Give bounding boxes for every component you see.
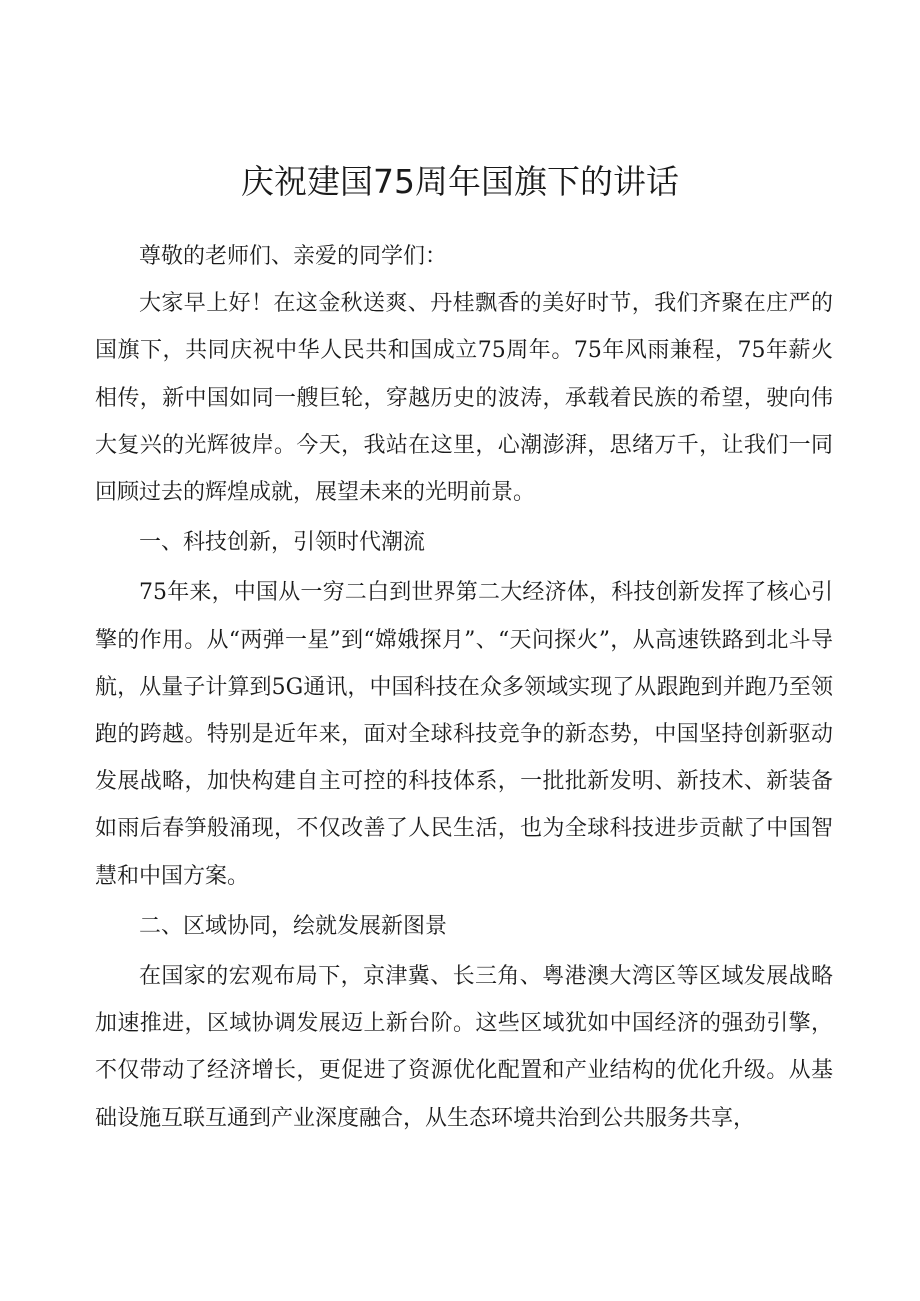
section-heading-1: 一、科技创新，引领时代潮流 bbox=[139, 530, 426, 556]
section-heading-2: 二、区域协同，绘就发展新图景 bbox=[139, 913, 448, 939]
document-body bbox=[95, 233, 833, 1142]
paragraph-intro: 大家早上好！在这金秋送爽、丹桂飘香的美好时节，我们齐聚在庄严的国旗下，共同庆祝中华人民共和国成立75周年。75年风雨兼程，75年薪火相传，新中国如同一艘巨轮，穿越历史的波涛，承载着民族的希望，驶向伟大复兴的光辉彼岸。今天，我站在这里，心潮澎湃，思绪万千，让我们一同回顾过去的辉煌成就，展望未来的光明前景。 bbox=[95, 291, 833, 506]
section-text-2: 在国家的宏观布局下，京津冀、长三角、粤港澳大湾区等区域发展战略加速推进，区域协调发展迈上新台阶。这些区域犹如中国经济的强劲引擎，不仅带动了经济增长，更促进了资源优化配置和产业结构的优化升级。从基础设施互联互通到产业深度融合，从生态环境共治到公共服务共享， bbox=[95, 964, 833, 1131]
salutation: 尊敬的老师们、亲爱的同学们： bbox=[139, 244, 448, 269]
document-title: 庆祝建国75周年国旗下的讲话 bbox=[241, 162, 679, 201]
section-text-1: 75年来，中国从一穷二白到世界第二大经济体，科技创新发挥了核心引擎的作用。从“两弹一星”到“嫦娥探月”、“天问探火”，从高速铁路到北斗导航，从量子计算到5G通讯，中国科技在众多领域实现了从跟跑到并跑乃至领跑的跨越。特别是近年来，面对全球科技竞争的新态势，中国坚持创新驱动发展战略，加快构建自主可控的科技体系，一批批新发明、新技术、新装备如雨后春笋般涌现，不仅改善了人民生活，也为全球科技进步贡献了中国智慧和中国方案。 bbox=[95, 580, 833, 889]
